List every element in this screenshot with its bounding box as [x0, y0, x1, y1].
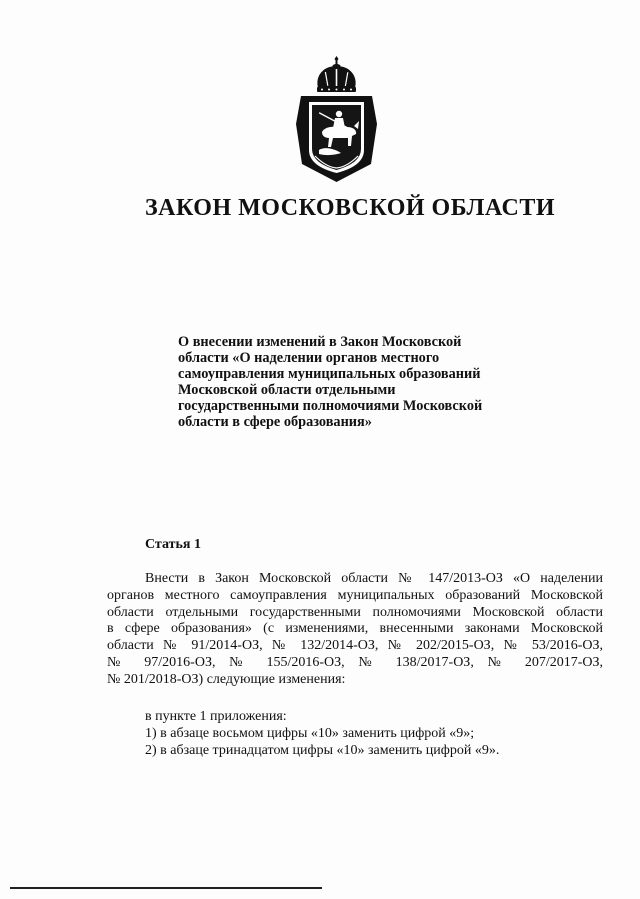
body-line: № 201/2018-ОЗ) следующие изменения:	[107, 671, 346, 687]
footer-rule	[10, 887, 322, 889]
amendment-item: 2) в абзаце тринадцатом цифры «10» заменить цифрой «9».	[145, 742, 500, 758]
subject-line: О внесении изменений в Закон Московской	[178, 334, 462, 350]
body-line: в сфере образования» (с изменениями, внесенными законами Московской	[107, 621, 603, 637]
law-subject-heading	[178, 334, 529, 430]
subject-line: Московской области отдельными	[178, 382, 396, 398]
body-line: области № 91/2014-ОЗ, № 132/2014-ОЗ, № 202/2015-ОЗ, № 53/2016-ОЗ,	[107, 638, 603, 654]
body-line: № 97/2016-ОЗ, № 155/2016-ОЗ, № 138/2017-ОЗ, № 207/2017-ОЗ,	[107, 654, 603, 670]
amendments-intro: в пункте 1 приложения:	[145, 709, 287, 724]
document-title: ЗАКОН МОСКОВСКОЙ ОБЛАСТИ	[144, 195, 555, 221]
moscow-oblast-coat-of-arms-icon	[291, 54, 382, 184]
body-line: Внести в Закон Московской области № 147/2013-ОЗ «О наделении	[145, 571, 603, 586]
body-line: органов местного самоуправления муниципальных образований Московской	[107, 587, 603, 603]
body-line: области отдельными государственными полномочиями Московской области	[107, 604, 603, 620]
subject-line: области в сфере образования»	[178, 414, 372, 430]
subject-line: государственными полномочиями Московской	[178, 398, 483, 414]
amendments-list	[145, 709, 605, 759]
amendment-item: 1) в абзаце восьмом цифры «10» заменить цифрой «9»;	[145, 725, 475, 741]
subject-line: самоуправления муниципальных образований	[178, 366, 481, 382]
article-heading: Статья 1	[145, 537, 201, 552]
subject-line: области «О наделении органов местного	[178, 350, 440, 366]
article-body-paragraph	[107, 571, 603, 689]
